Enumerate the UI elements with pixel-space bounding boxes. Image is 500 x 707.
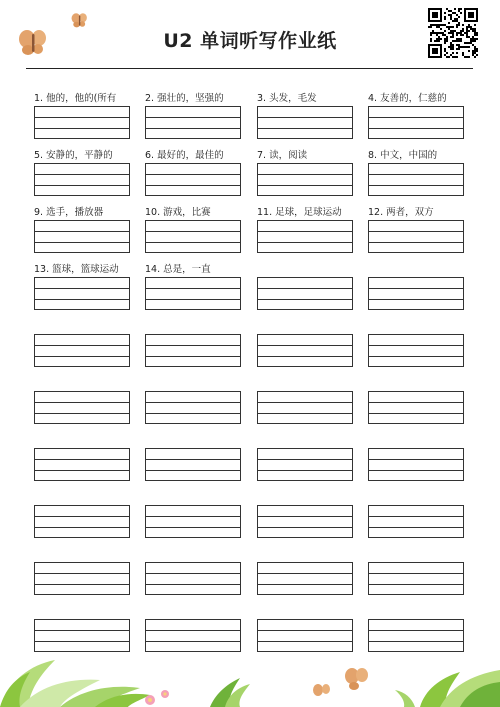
writing-line	[258, 516, 352, 517]
writing-line	[35, 584, 129, 585]
writing-line	[369, 630, 463, 631]
dictation-cell	[257, 548, 353, 596]
writing-line	[369, 584, 463, 585]
writing-line	[369, 288, 463, 289]
writing-line	[146, 459, 240, 460]
writing-box[interactable]	[34, 163, 130, 196]
writing-line	[146, 630, 240, 631]
word-prompt: 6. 最好的，最佳的	[145, 150, 224, 161]
writing-line	[146, 288, 240, 289]
dictation-cell	[34, 206, 130, 254]
writing-box[interactable]	[34, 106, 130, 139]
dictation-cell	[368, 149, 464, 197]
dictation-cell	[368, 548, 464, 596]
dictation-cell	[368, 377, 464, 425]
writing-box[interactable]	[257, 277, 353, 310]
writing-box[interactable]	[145, 448, 241, 481]
writing-line	[35, 470, 129, 471]
writing-line	[146, 527, 240, 528]
writing-line	[35, 299, 129, 300]
writing-line	[258, 630, 352, 631]
writing-box[interactable]	[257, 562, 353, 595]
writing-box[interactable]	[145, 391, 241, 424]
dictation-cell	[145, 92, 241, 140]
writing-box[interactable]	[257, 448, 353, 481]
writing-line	[258, 527, 352, 528]
writing-box[interactable]	[145, 334, 241, 367]
writing-line	[369, 356, 463, 357]
writing-line	[258, 402, 352, 403]
writing-line	[369, 470, 463, 471]
dictation-grid	[34, 92, 466, 652]
writing-line	[146, 185, 240, 186]
writing-box[interactable]	[34, 334, 130, 367]
dictation-cell	[34, 92, 130, 140]
dictation-cell	[257, 491, 353, 539]
writing-line	[35, 128, 129, 129]
word-prompt: 9. 选手，播放器	[34, 207, 104, 218]
leaves-flowers-decoration	[0, 640, 500, 707]
word-prompt: 10. 游戏，比赛	[145, 207, 211, 218]
writing-line	[146, 402, 240, 403]
dictation-cell	[257, 92, 353, 140]
word-prompt: 13. 篮球，篮球运动	[34, 264, 119, 275]
writing-box[interactable]	[145, 220, 241, 253]
word-prompt: 5. 安静的，平静的	[34, 150, 113, 161]
writing-box[interactable]	[257, 334, 353, 367]
writing-line	[258, 459, 352, 460]
word-prompt: 7. 读，阅读	[257, 150, 308, 161]
dictation-cell	[34, 548, 130, 596]
writing-line	[369, 231, 463, 232]
writing-line	[146, 117, 240, 118]
word-prompt: 14. 总是，一直	[145, 264, 211, 275]
writing-line	[35, 573, 129, 574]
writing-line	[258, 345, 352, 346]
writing-box[interactable]	[34, 391, 130, 424]
word-prompt: 3. 头发，毛发	[257, 93, 317, 104]
dictation-cell	[368, 491, 464, 539]
dictation-cell	[34, 377, 130, 425]
writing-line	[369, 117, 463, 118]
dictation-cell	[145, 548, 241, 596]
writing-box[interactable]	[34, 448, 130, 481]
dictation-cell	[368, 434, 464, 482]
dictation-cell	[368, 263, 464, 311]
dictation-cell	[34, 149, 130, 197]
writing-line	[146, 356, 240, 357]
writing-line	[258, 117, 352, 118]
writing-line	[146, 242, 240, 243]
writing-line	[35, 117, 129, 118]
writing-line	[35, 185, 129, 186]
dictation-cell	[145, 491, 241, 539]
dictation-cell	[34, 263, 130, 311]
writing-line	[258, 584, 352, 585]
writing-box[interactable]	[257, 220, 353, 253]
writing-line	[369, 174, 463, 175]
writing-box[interactable]	[368, 448, 464, 481]
writing-line	[35, 356, 129, 357]
writing-line	[258, 174, 352, 175]
writing-line	[369, 413, 463, 414]
dictation-cell	[257, 320, 353, 368]
writing-box[interactable]	[145, 562, 241, 595]
writing-line	[258, 185, 352, 186]
dictation-cell	[34, 491, 130, 539]
writing-box[interactable]	[368, 106, 464, 139]
writing-line	[369, 459, 463, 460]
writing-line	[258, 413, 352, 414]
writing-line	[35, 288, 129, 289]
writing-line	[35, 402, 129, 403]
writing-box[interactable]	[34, 220, 130, 253]
writing-line	[35, 527, 129, 528]
dictation-cell	[145, 263, 241, 311]
writing-line	[35, 345, 129, 346]
writing-line	[369, 402, 463, 403]
writing-line	[369, 128, 463, 129]
writing-line	[258, 288, 352, 289]
writing-line	[146, 345, 240, 346]
dictation-cell	[257, 206, 353, 254]
writing-box[interactable]	[34, 562, 130, 595]
dictation-cell	[145, 149, 241, 197]
writing-box[interactable]	[34, 505, 130, 538]
writing-line	[146, 174, 240, 175]
dictation-cell	[34, 434, 130, 482]
writing-line	[258, 356, 352, 357]
writing-line	[258, 299, 352, 300]
writing-box[interactable]	[145, 277, 241, 310]
dictation-cell	[368, 206, 464, 254]
writing-line	[146, 573, 240, 574]
writing-line	[146, 299, 240, 300]
writing-line	[369, 299, 463, 300]
dictation-cell	[34, 320, 130, 368]
writing-line	[146, 584, 240, 585]
writing-box[interactable]	[368, 163, 464, 196]
dictation-cell	[145, 320, 241, 368]
writing-line	[369, 242, 463, 243]
writing-line	[35, 231, 129, 232]
word-prompt: 11. 足球，足球运动	[257, 207, 342, 218]
word-prompt: 8. 中文，中国的	[368, 150, 438, 161]
writing-line	[146, 231, 240, 232]
writing-box[interactable]	[145, 505, 241, 538]
writing-box[interactable]	[368, 220, 464, 253]
writing-box[interactable]	[257, 505, 353, 538]
writing-line	[146, 516, 240, 517]
dictation-cell	[257, 149, 353, 197]
writing-line	[258, 128, 352, 129]
writing-box[interactable]	[368, 391, 464, 424]
dictation-cell	[257, 377, 353, 425]
word-prompt: 12. 两者，双方	[368, 207, 434, 218]
writing-line	[35, 413, 129, 414]
writing-line	[258, 242, 352, 243]
dictation-cell	[145, 206, 241, 254]
writing-line	[258, 231, 352, 232]
dictation-cell	[145, 434, 241, 482]
writing-line	[35, 174, 129, 175]
writing-box[interactable]	[257, 163, 353, 196]
writing-line	[146, 128, 240, 129]
writing-line	[35, 630, 129, 631]
writing-line	[35, 242, 129, 243]
writing-box[interactable]	[145, 163, 241, 196]
writing-line	[35, 516, 129, 517]
writing-box[interactable]	[368, 334, 464, 367]
writing-line	[369, 516, 463, 517]
writing-line	[369, 573, 463, 574]
dictation-cell	[145, 377, 241, 425]
writing-box[interactable]	[368, 562, 464, 595]
page-title: U2 单词听写作业纸	[163, 30, 337, 52]
word-prompt: 1. 他的，他的(所有	[34, 93, 117, 104]
writing-box[interactable]	[257, 106, 353, 139]
writing-line	[369, 345, 463, 346]
writing-line	[146, 413, 240, 414]
writing-box[interactable]	[257, 391, 353, 424]
writing-box[interactable]	[368, 277, 464, 310]
writing-line	[146, 470, 240, 471]
dictation-cell	[368, 320, 464, 368]
writing-box[interactable]	[34, 277, 130, 310]
writing-box[interactable]	[145, 106, 241, 139]
writing-line	[258, 573, 352, 574]
writing-line	[369, 185, 463, 186]
writing-box[interactable]	[368, 505, 464, 538]
writing-line	[258, 470, 352, 471]
writing-line	[35, 459, 129, 460]
writing-line	[369, 527, 463, 528]
word-prompt: 2. 强壮的，坚强的	[145, 93, 224, 104]
title-divider	[26, 68, 473, 69]
word-prompt: 4. 友善的，仁慈的	[368, 93, 447, 104]
dictation-cell	[257, 434, 353, 482]
dictation-cell	[257, 263, 353, 311]
dictation-cell	[368, 92, 464, 140]
qr-code-icon	[428, 8, 478, 58]
